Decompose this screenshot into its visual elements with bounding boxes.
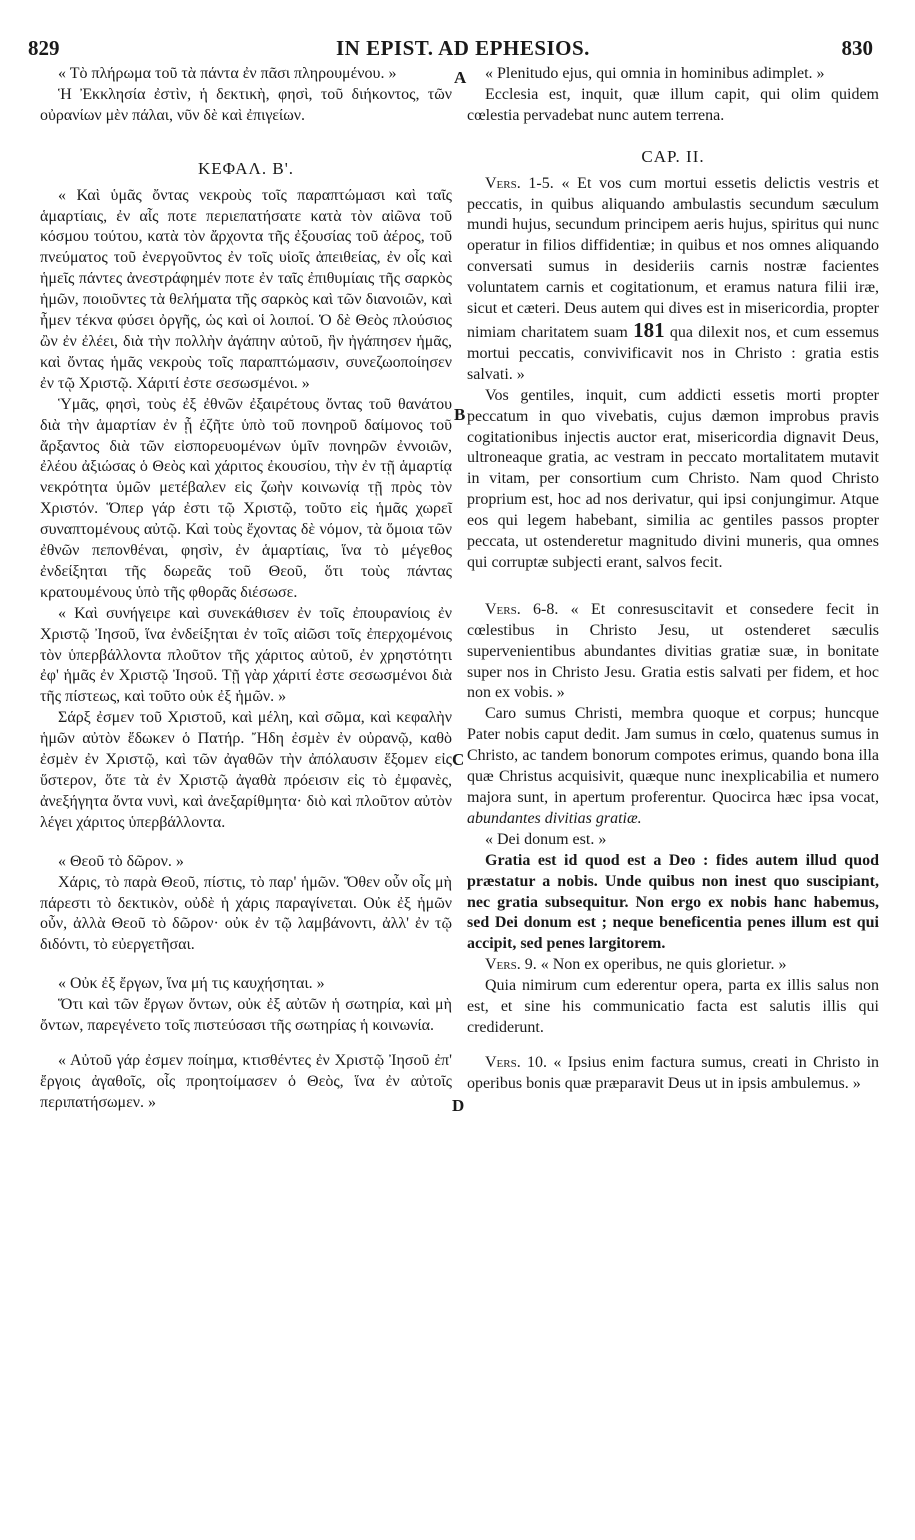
latin-chapter-heading: CAP. II. — [641, 146, 705, 166]
latin-lemma-6 — [467, 1053, 879, 1095]
greek-lemma-3: « Καὶ συνήγειρε καὶ συνεκάθισεν ἐν τοῖς ἐπουρανίοις ἐν Χριστῷ Ἰησοῦ, ἵνα ἐνδείξηται ἐν τοῖς αἰῶσι τοῖς ἐπερχομένοις τὸν ὑπερβάλλοντα πλοῦτον τῆς χάριτος αὐτοῦ, ἐν χρηστότητι ἐφ' ἡμᾶς ἐν Χριστῷ Ἰησοῦ. Τῇ γὰρ χάριτί ἐστε σεσωσμένοι διὰ τῆς πίστεως, καὶ τοῦτο οὐκ ἐξ ἡμῶν. » — [40, 604, 452, 706]
latin-commentary-5: Quia nimirum cum ederentur opera, parta ex illis salus non est, et sine his communicatio facta est salutis illis qui crediderunt. — [467, 977, 879, 1036]
verse-reference: Vers. 10. — [485, 1053, 548, 1071]
latin-lemma-2-text-a: « Et vos cum mortui essetis delictis vestris et peccatis, in quibus aliquando ambulastis secundum sæculum mundi hujus, secundum principem aeris hujus, spiritus qui nunc operatur in filios diffidentiæ; in quibus et nos omnes aliquando conversati sumus in desideriis carnis nostræ facientes voluntatem carnis et cogitationum, et eramus natura filii iræ, sicut et cæteri. Deus autem qui dives est in misericordia, propter nimiam charitatem suam — [467, 174, 880, 341]
latin-commentary-1: Ecclesia est, inquit, quæ illum capit, qui olim quidem cœlestia pervadebat nunc autem terrena. — [467, 85, 879, 124]
margin-letter-d: D — [452, 1096, 465, 1115]
latin-commentary-3-text: Caro sumus Christi, membra quoque et corpus; huncque Pater nobis caput dedit. Jam sumus in cœlo, quatenus sumus in Christo, ac tandem bonorum compotes erimus, quando bona illa quæ Christus acquisivit, quæque nunc inexplicabilia et numero majora sunt, in apertum proferentur. Quocirca hæc ipsa vocat, — [467, 705, 879, 806]
latin-commentary-2: Vos gentiles, inquit, cum addicti essetis morti propter peccatum in quo vivebatis, cujus dæmon improbus pravis cogitationibus injectis auctor erat, misericordia dignavit Deus, ultroneaque gratia, ac vestram in peccato mortalitatem mutavit in vitam, per consortium cum Christo. Nam quod Christo proprium est, hoc ad nos derivatur, qui ipsi conjungimur. Atque eos qui legem habebant, similia ac gentiles passos propter peccata, ut ostenderetur magnitudo divini muneris, qua omnes qui corruptæ subjecti erant, salvos fecit. — [467, 386, 879, 571]
running-header — [0, 36, 915, 60]
spacer — [40, 834, 452, 852]
latin-commentary-3 — [467, 704, 879, 829]
running-title: IN EPIST. AD EPHESIOS. — [336, 36, 590, 60]
spacer — [40, 956, 452, 974]
latin-lemma-5 — [467, 955, 879, 976]
greek-lemma-1: « Τὸ πλήρωμα τοῦ τὰ πάντα ἐν πᾶσι πληρουμένου. » — [58, 65, 397, 82]
greek-lemma-2: « Καὶ ὑμᾶς ὄντας νεκροὺς τοῖς παραπτώμασι καὶ ταῖς ἁμαρτίαις, ἐν αἷς ποτε περιεπατήσατε κατὰ τὸν αἰῶνα τοῦ κόσμου τούτου, κατὰ τὸν ἄρχοντα τῆς ἐξουσίας τοῦ ἀέρος, τοῦ πνεύματος τοῦ ἐνεργοῦντος ἐν τοῖς υἱοῖς ἀπειθείας, ἐν οἷς καὶ ἡμεῖς πάντες ἀνεστράφημέν ποτε ἐν ταῖς ἐπιθυμίαις τῆς σαρκὸς ἡμῶν, ποιοῦντες τὰ θελήματα τῆς σαρκὸς καὶ τῶν διανοιῶν, καὶ ἦμεν τέκνα φύσει ὀργῆς, ὡς καὶ οἱ λοιποί. Ὁ δὲ Θεὸς πλούσιος ὢν ἐν ἐλέει, διὰ τὴν πολλὴν ἀγάπην αὐτοῦ, ἣν ἠγάπησεν ἡμᾶς, καὶ ὄντας ἡμᾶς νεκροὺς τοῖς παραπτώμασιν, συνεζωοποίησεν ἐν τῷ Χριστῷ. Χάριτί ἐστε σεσωσμένοι. » — [40, 186, 452, 392]
spacer — [40, 127, 452, 153]
greek-lemma-6: « Αὐτοῦ γάρ ἐσμεν ποίημα, κτισθέντες ἐν Χριστῷ Ἰησοῦ ἐπ' ἔργοις ἀγαθοῖς, οἷς προητοίμασεν ὁ Θεὸς, ἵνα ἐν αὐτοῖς περιπατήσωμεν. » — [40, 1051, 452, 1111]
greek-chapter-heading: ΚΕΦΑΛ. Β'. — [197, 158, 295, 178]
latin-lemma-2-text-b: qua dilexit nos, et cum essemus mortui peccatis, convivificavit nos in Christo : gratia estis salvati. » — [467, 323, 880, 383]
greek-commentary-2: Ὑμᾶς, φησὶ, τοὺς ἐξ ἐθνῶν ἐξαιρέτους ὄντας τοῦ θανάτου διὰ τὴν ἁμαρτίαν ἐν ᾗ ἐζῆτε ὑπὸ τοῦ πονηροῦ δαίμονος τοῦ ἄρξαντος διὰ τῶν εἰσπορευομένων ὑμῖν πονηρῶν ἐννοιῶν, ἐλέου ἀξιώσας ὁ Θεὸς καὶ χάριτος ἐκουσίου, τὴν ἐν τῇ ἁμαρτίᾳ νεκρότητα ὑμῶν μετέβαλεν εἰς ζωὴν κοινωνίᾳ τῇ πρὸς τὸν Χριστόν. Ὅπερ γάρ ἐστι τῷ Χριστῷ, τοῦτο εἰς ἡμᾶς χωρεῖ συναπτομένους αὐτῷ. Καὶ τοὺς ἔχοντας δὲ νόμον, τὰ ὅμοια τῶν ἐθνῶν πεπονθέναι, φησὶν, ἐν ἁμαρτίαις, ἵνα τὸ μέγεθος ἐνδείξηται τῆς δωρεᾶς τοῦ Θεοῦ, ὅτι τοὺς πάντας κρατουμένους ὑπὸ τῆς φθορᾶς διέσωσε. — [40, 395, 452, 601]
verse-reference: Vers. 9. — [485, 956, 537, 974]
column-number: 181 — [633, 317, 665, 342]
page-number-left: 829 — [28, 36, 60, 60]
greek-commentary-3: Σάρξ ἐσμεν τοῦ Χριστοῦ, καὶ μέλη, καὶ σῶμα, καὶ κεφαλὴν ἡμῶν αὐτὸν ἔδωκεν ὁ Πατήρ. Ἤδη ἐσμὲν ἐν οὐρανῷ, καθὸ ἐσμὲν ἐν Χριστῷ, καὶ τῶν ἀγαθῶν τὴν ἀπόλαυσιν ἕξομεν εἰς ὕστερον, ὅτε τὰ ἐν Χριστῷ ἀγαθὰ πρόεισιν εἰς τὸ ἐμφανὲς, ἀνεξήγητα ὄντα νυνὶ, καὶ ἀνεξαρίθμητα· διὸ καὶ πλοῦτον αὐτὸν λέγει χάριτος ὑπερβάλλοντα. — [40, 709, 452, 831]
margin-letter-b: B — [454, 405, 466, 424]
margin-letter-c: C — [452, 750, 465, 769]
latin-lemma-3-text: « Et conresuscitavit et consedere fecit in cœlestibus in Christo Jesu, ut ostenderet sæculis supervenientibus abundantes divitias gratiæ suæ, in bonitate super nos in Christo Jesu. Gratia estis salvati per fidem, et hoc non ex vobis. » — [467, 600, 879, 702]
latin-commentary-4: Gratia est id quod est a Deo : fides autem illud quod præstatur a nobis. Unde quibus non inest quo suscipiant, nec gratia subsequitur. Non ergo ex nobis hanc habemus, sed Dei donum est ; neque beneficentia penes illum est qui accipit, sed penes largitorem. — [467, 851, 879, 953]
verse-reference: Vers. 1-5. — [485, 174, 554, 192]
greek-lemma-5: « Οὐκ ἐξ ἔργων, ἵνα μή τις καυχήσηται. » — [58, 975, 325, 993]
greek-commentary-1: Ἡ Ἐκκλησία ἐστὶν, ἡ δεκτικὴ, φησὶ, τοῦ διήκοντος, τῶν οὐρανίων μὲν πάλαι, νῦν δὲ καὶ ἐπιγείων. — [40, 85, 452, 124]
spacer — [40, 1037, 452, 1051]
page-number-right: 830 — [841, 36, 873, 60]
spacer — [467, 127, 879, 141]
margin-letter-a: A — [454, 68, 467, 87]
latin-lemma-6-text: « Ipsius enim factura sumus, creati in Christo in operibus bonis quæ præparavit Deus ut in ipsis ambulemus. » — [467, 1053, 880, 1092]
latin-lemma-2 — [467, 174, 879, 386]
verse-reference: Vers. 6-8. — [485, 600, 559, 618]
latin-lemma-3 — [467, 600, 879, 705]
greek-commentary-4: Χάρις, τὸ παρὰ Θεοῦ, πίστις, τὸ παρ' ἡμῶν. Ὅθεν οὖν οἷς μὴ πάρεστι τὸ δεκτικὸν, οὐδὲ ἡ χάρις παραγίνεται. Οὐκ ἐξ ἡμῶν οὖν, ἀλλὰ Θεοῦ τὸ δῶρον· οὐκ ἐν τῷ λαμβάνοντι, ἀλλ' ἐν τῷ διδόντι, τὸ εὐεργετῆσαι. — [40, 873, 452, 954]
latin-lemma-1: « Plenitudo ejus, qui omnia in hominibus adimplet. » — [485, 65, 825, 82]
latin-commentary-3-italic: abundantes divitias gratiæ. — [467, 809, 642, 827]
latin-lemma-5-text: « Non ex operibus, ne quis glorietur. » — [540, 956, 787, 974]
latin-lemma-4: « Dei donum est. » — [485, 830, 607, 848]
greek-lemma-4: « Θεοῦ τὸ δῶρον. » — [58, 852, 184, 870]
greek-commentary-5: Ὅτι καὶ τῶν ἔργων ὄντων, οὐκ ἐξ αὐτῶν ἡ σωτηρία, καὶ μὴ ὄντων, παρεγένετο τοῖς πιστεύσασι τῆς σωτηρίας ἡ κοινωνία. — [40, 996, 452, 1035]
spacer — [467, 574, 879, 600]
spacer — [467, 1039, 879, 1053]
greek-column — [40, 64, 452, 1114]
latin-column — [467, 64, 879, 1095]
